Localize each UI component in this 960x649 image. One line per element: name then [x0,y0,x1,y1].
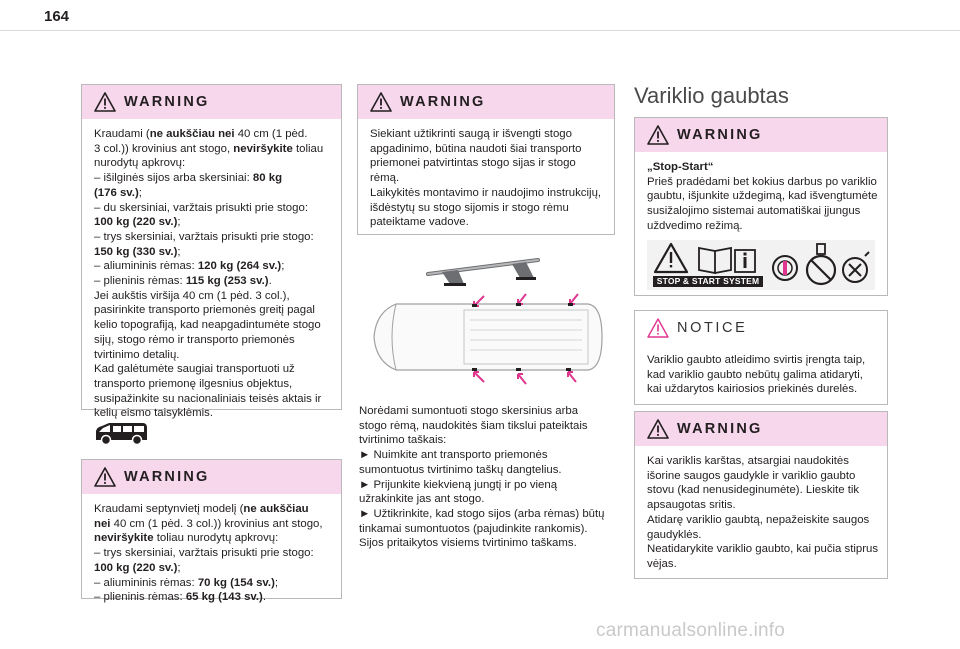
warning-triangle-icon [94,467,116,487]
bold-text: 100 kg (220 sv.) [94,216,178,229]
text-line: – plieninis rėmas: 65 kg (143 sv.). [94,591,267,604]
text-line: 3 col.)) krovinius ant stogo, neviršykite toliau [94,142,324,155]
text-line: Laikykitės montavimo ir naudojimo instrukcijų, [370,186,602,199]
text-line: – trys skersiniai, varžtais prisukti prie stogo: [94,230,314,243]
text-line: gaubtu, išjunkite uždegimą, kad išvengtumėte [647,190,878,203]
text-line: pateiktame vadove. [370,216,469,229]
text-line: rėmą. [370,172,400,185]
ignition-off-icon [769,242,873,288]
text-line: transporto priemonę ilgesnius objektus, [94,377,293,390]
text-line: Atidarę variklio gaubtą, nepažeiskite saugos [647,513,870,526]
text-line: – du skersiniai, varžtais prisukti prie stogo: [94,201,308,214]
text-line: gaudyklės. [647,528,702,541]
warning-box-approved-bars [357,84,615,235]
text-line: Kraudami septynvietį modelį (ne aukščiau [94,503,309,515]
text-line: – aliumininis rėmas: 70 kg (154 sv.); [94,576,279,589]
text-line: pasirinkite transporto priemonės greitį pagal [94,304,315,317]
text-line: – išilginės sijos arba skersiniai: 80 kg [94,172,283,185]
text-line: kad variklio gaubto nebūtų galima atidaryti, [647,368,863,381]
notice-box-hood-release [634,310,888,405]
text-line: ► Užtikrinkite, kad stogo sijos (arba rėmas) būtų [359,507,605,520]
warning-box-seven-seat [81,459,342,604]
text-line: Neatidarykite variklio gaubto, kai pučia stiprus [647,543,879,556]
warning-triangle-icon [647,125,669,145]
text-line: sumontuotus tvirtinimo taškų dangtelius. [359,463,562,476]
warning-text [82,119,341,421]
bold-text: „Stop-Start“ [647,161,714,173]
mounting-instructions [359,404,605,551]
text-line: sijų, stogo rėmo ir transporto priemonės [94,333,295,346]
page-number: 164 [44,8,70,25]
text-line: tinkamai sumontuotos (pajudinkite rankomis). [359,522,588,535]
text-line: tvirtinimo detalių. [94,348,180,361]
bold-text: (176 sv.) [94,186,139,199]
notice-triangle-icon [647,318,669,338]
bold-text: neviršykite [233,142,293,155]
text-line: – aliumininis rėmas: 120 kg (264 sv.); [94,260,285,273]
text-line: priemonei patvirtintas stogo sijas ir stogo [370,157,576,170]
text-line: išdėstytų su stogo sijomis ir stogo rėmu [370,201,569,214]
warning-title: WARNING [124,469,210,485]
roof-mount-points-icon [366,282,606,392]
text-line: vėjas. [647,557,677,570]
text-line: – trys skersiniai, varžtais prisukti prie stogo: [94,547,314,560]
text-line: Kad galėtumėte saugiai transportuoti už [94,363,295,376]
text-line: – plieninis rėmas: 115 kg (253 sv.). [94,275,272,288]
warning-box-hot-engine [634,411,888,579]
text-line: ► Prijunkite kiekvieną jungtį ir po vieną [359,478,558,491]
text-line: susižalojimo sistemai automatiškai įjungus [647,205,861,218]
text-line: ► Nuimkite ant transporto priemonės [359,449,548,462]
stop-start-badge: STOP & START SYSTEM [653,276,763,287]
bold-text: neviršykite [94,532,154,545]
warning-title: WARNING [677,127,763,143]
bold-text: 120 kg (264 sv.) [197,260,282,273]
text-line: Sijos pritaikytos visiems tvirtinimo taškams. [359,537,577,550]
warning-title: WARNING [677,421,763,437]
warning-header [358,85,614,119]
text-line: išorine saugos gaudykle ir variklio gaubto [647,469,856,482]
text-line: nei 40 cm (1 pėd. 3 col.)) krovinius ant stogo, [94,517,323,530]
text-line: Kraudami (ne aukščiau nei 40 cm (1 pėd. [94,128,308,140]
text-line: Prieš pradėdami bet kokius darbus po variklio [647,175,877,188]
warning-header [82,85,341,119]
bold-text: ne aukščiau nei [149,128,235,140]
text-line: nurodytų apkrovų: [94,157,186,170]
text-line: kelio topografiją, kad neapgadintumėte stogo [94,319,321,332]
notice-text [635,345,887,397]
text-line: apsaugotas sritis. [647,499,736,512]
warning-triangle-icon [370,92,392,112]
text-line: Jei aukštis viršija 40 cm (1 pėd. 3 col.), [94,289,290,302]
text-line: stovu (kad nenusideginumėte). Lieskite tik [647,484,860,497]
text-line: susipažinkite su nacionaliniais teisės aktais ir [94,392,322,405]
text-line: apgadinimo, būtina naudoti šiai transporto [370,142,582,155]
text-line: uždvedimo režimą. [647,219,743,232]
section-title: Variklio gaubtas [634,83,789,108]
text-line: Kai variklis karštas, atsargiai naudokitės [647,455,849,467]
warning-box-roof-loads [81,84,342,420]
warning-title: WARNING [400,94,486,110]
bold-text: 150 kg (330 sv.) [94,245,178,258]
notice-title: NOTICE [677,320,748,336]
warning-header [82,460,341,494]
warning-text [635,446,887,572]
stop-start-pictograms [647,240,875,290]
warning-text [358,119,614,230]
bold-text: 100 kg (220 sv.) [94,561,178,574]
text-line: (176 sv.); [94,186,142,199]
text-line: 100 kg (220 sv.); [94,561,181,574]
text-line: užrakinkite jas ant stogo. [359,493,485,506]
van-icon [93,421,149,447]
bold-text: 65 kg (143 sv.) [185,591,263,604]
text-line: neviršykite toliau nurodytų apkrovų: [94,532,279,545]
warning-header [635,412,887,446]
text-line: 100 kg (220 sv.); [94,216,181,229]
bold-text: 80 kg [252,172,283,185]
top-divider [0,30,960,31]
text-line: stogo rėmą, naudokitės šiam tikslui pateiktais [359,419,588,432]
warning-title: WARNING [124,94,210,110]
warning-box-stop-start [634,117,888,296]
bold-text: nei [94,517,111,530]
warning-text [82,494,341,605]
text-line: Variklio gaubto atleidimo svirtis įrengta taip, [647,354,866,366]
text-line: kelių eismo taisyklėmis. [94,407,214,420]
notice-header [635,311,887,345]
warning-triangle-icon [647,419,669,439]
warning-text [635,152,887,234]
bold-text: ne aukščiau [243,503,309,515]
warning-triangle-icon [94,92,116,112]
text-line [647,160,875,175]
manual-info-icon [653,242,759,276]
watermark: carmanualsonline.info [596,620,786,641]
text-line: kai uždarytos kairiosios priekinės durelės. [647,383,858,396]
bold-text: 70 kg (154 sv.) [197,576,275,589]
bold-text: 115 kg (253 sv.) [185,275,269,288]
text-line: Siekiant užtikrinti saugą ir išvengti stogo [370,128,572,140]
text-line: tvirtinimo taškais: [359,434,447,447]
text-line: 150 kg (330 sv.); [94,245,181,258]
text-line: Norėdami sumontuoti stogo skersinius arba [359,405,579,417]
warning-header [635,118,887,152]
